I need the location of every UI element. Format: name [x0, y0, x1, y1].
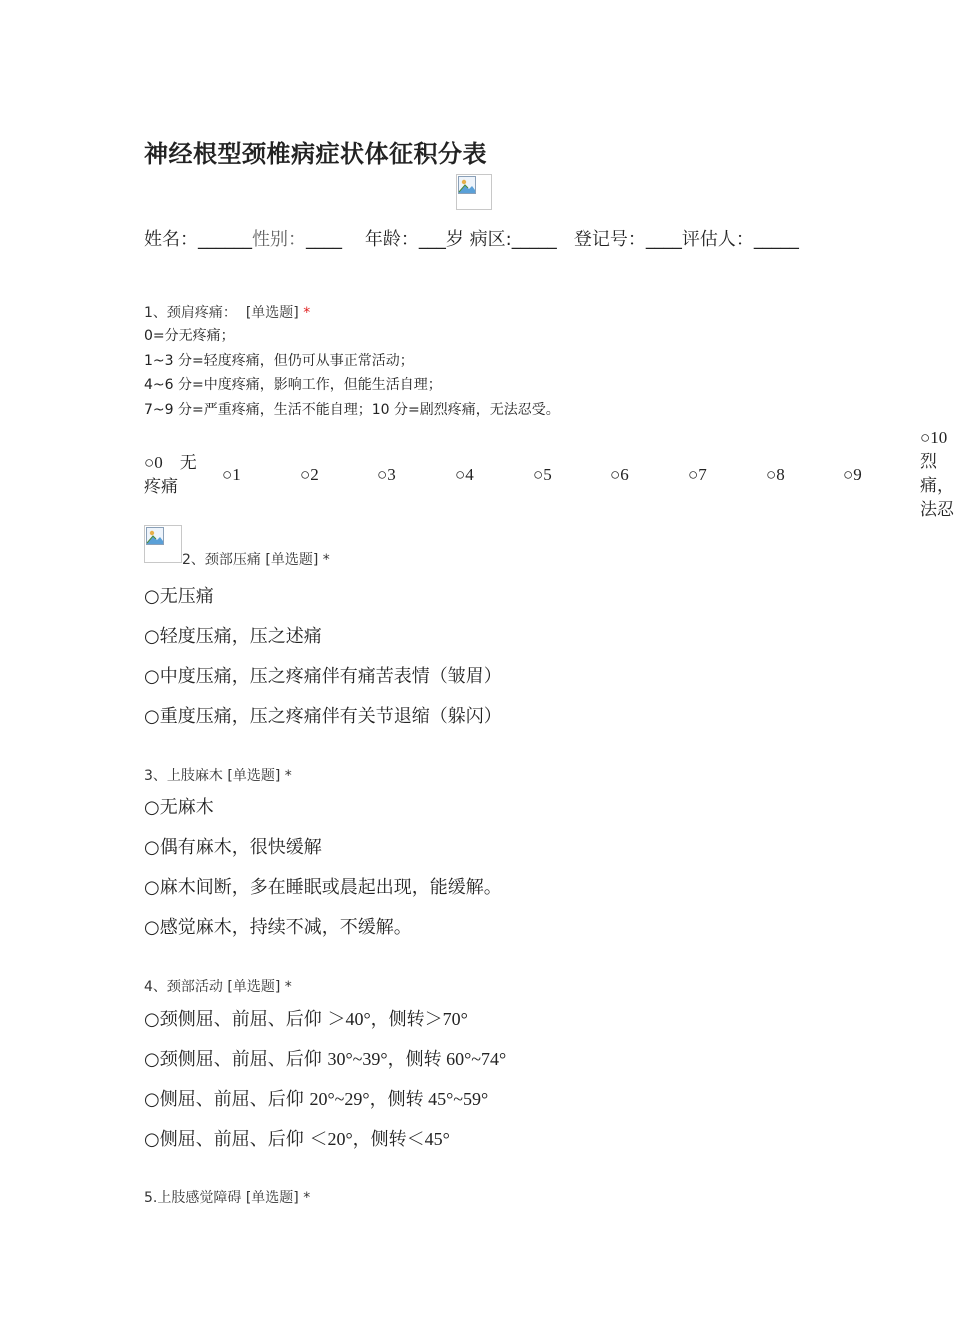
q4-heading [144, 976, 292, 996]
q2-title: 2、颈部压痛 [182, 552, 261, 568]
q1-option-10[interactable] [920, 426, 954, 522]
q1-option-10-label-cont: 法忍 [920, 500, 954, 520]
q4-option-text: ○侧屈、前屈、后仰 [144, 1089, 304, 1110]
reg-label: 登记号： [573, 229, 646, 250]
q2-type: [单选题] [265, 552, 319, 568]
q1-option-2[interactable]: ○2 [300, 465, 319, 484]
q1-option-5[interactable]: ○5 [533, 465, 552, 484]
q1-option-9[interactable]: ○9 [843, 465, 862, 484]
q4-option-text: ○颈侧屈、前屈、后仰 [144, 1009, 322, 1030]
q3-heading [144, 765, 292, 785]
gender-field[interactable]: ____ [306, 229, 342, 250]
q3-option[interactable]: ○感觉麻木，持续不减，不缓解。 [144, 917, 412, 938]
gender-label: 性别： [252, 229, 306, 250]
ward-label: 病区: [469, 229, 512, 250]
q1-type: [单选题] [245, 305, 299, 321]
q1-option-3[interactable]: ○3 [377, 465, 396, 484]
q1-desc-line: 4~6 分=中度疼痛，影响工作，但能生活自理； [144, 377, 442, 394]
q4-type: [单选题] [227, 979, 281, 995]
q4-option-text: ○颈侧屈、前屈、后仰 [144, 1049, 322, 1070]
age-field[interactable]: ___ [418, 229, 446, 250]
age-unit: 岁 [445, 229, 464, 250]
page-title: 神经根型颈椎病症状体征积分表 [144, 140, 487, 168]
q4-required-star: * [284, 979, 292, 995]
q1-desc-line: 0=分无疼痛； [144, 328, 235, 344]
q5-title: 5.上肢感觉障碍 [144, 1190, 242, 1206]
ward-field[interactable]: _____ [511, 229, 557, 250]
q1-option-0-label: ○0 无 [144, 453, 197, 472]
q5-required-star: * [303, 1190, 311, 1206]
q3-title: 3、上肢麻木 [144, 768, 223, 784]
broken-image-icon [144, 525, 182, 563]
q3-required-star: * [284, 768, 292, 784]
age-label: 年龄： [364, 229, 419, 250]
q2-option[interactable]: ○轻度压痛，压之述痛 [144, 626, 322, 647]
q4-title: 4、颈部活动 [144, 979, 223, 995]
q1-description [144, 324, 560, 422]
q1-option-10-label-cont: 烈 [920, 452, 937, 472]
q5-heading [144, 1187, 310, 1207]
q5-type: [单选题] [245, 1190, 299, 1206]
q1-option-0[interactable] [144, 451, 197, 499]
q1-option-4[interactable]: ○4 [455, 465, 474, 484]
q2-option[interactable]: ○中度压痛，压之疼痛伴有痛苦表情（皱眉） [144, 666, 502, 687]
q3-option[interactable]: ○无麻木 [144, 797, 214, 818]
q1-option-8[interactable]: ○8 [766, 465, 785, 484]
name-label: 姓名： [144, 229, 198, 250]
q1-title: 1、颈肩疼痛： [144, 305, 237, 321]
q1-option-0-label-cont: 疼痛 [144, 477, 178, 497]
q4-option-range: 30°~39°，侧转 60°~74° [327, 1049, 507, 1069]
q3-option[interactable]: ○麻木间断，多在睡眠或晨起出现，能缓解。 [144, 877, 502, 898]
q1-option-10-label: ○10 [920, 428, 948, 447]
patient-info-line [144, 224, 824, 256]
q1-option-10-label-cont: 痛， [920, 476, 954, 496]
q4-option-text: ○侧屈、前屈、后仰 [144, 1129, 304, 1150]
q4-option[interactable] [144, 1087, 488, 1112]
q2-option[interactable]: ○重度压痛，压之疼痛伴有关节退缩（躲闪） [144, 706, 502, 727]
q4-option[interactable] [144, 1007, 468, 1032]
q1-option-7[interactable]: ○7 [688, 465, 707, 484]
q1-option-6[interactable]: ○6 [610, 465, 629, 484]
q4-option-range: 20°~29°，侧转 45°~59° [309, 1089, 489, 1109]
q1-required-star: * [303, 305, 311, 321]
q4-option[interactable] [144, 1047, 506, 1072]
q1-option-1[interactable]: ○1 [222, 465, 241, 484]
q1-desc-line: 1~3 分=轻度疼痛，但仍可从事正常活动； [144, 352, 414, 369]
q2-required-star: * [322, 552, 330, 568]
q1-heading [144, 302, 310, 322]
q2-heading [182, 549, 330, 569]
q3-option[interactable]: ○偶有麻木，很快缓解 [144, 837, 322, 858]
broken-image-icon [456, 174, 492, 210]
reg-field[interactable]: ____ [645, 229, 682, 250]
q2-option[interactable]: ○无压痛 [144, 586, 214, 607]
assessor-label: 评估人： [681, 229, 754, 250]
q3-type: [单选题] [227, 768, 281, 784]
q4-option-range: ＞40°，侧转＞70° [327, 1009, 468, 1029]
q4-option[interactable] [144, 1127, 450, 1152]
name-field[interactable]: ______ [198, 229, 252, 250]
assessor-field[interactable]: _____ [753, 229, 799, 250]
q1-desc-line: 7~9 分=严重疼痛，生活不能自理；10 分=剧烈疼痛，无法忍受。 [144, 401, 560, 418]
q4-option-range: ＜20°，侧转＜45° [309, 1129, 450, 1149]
